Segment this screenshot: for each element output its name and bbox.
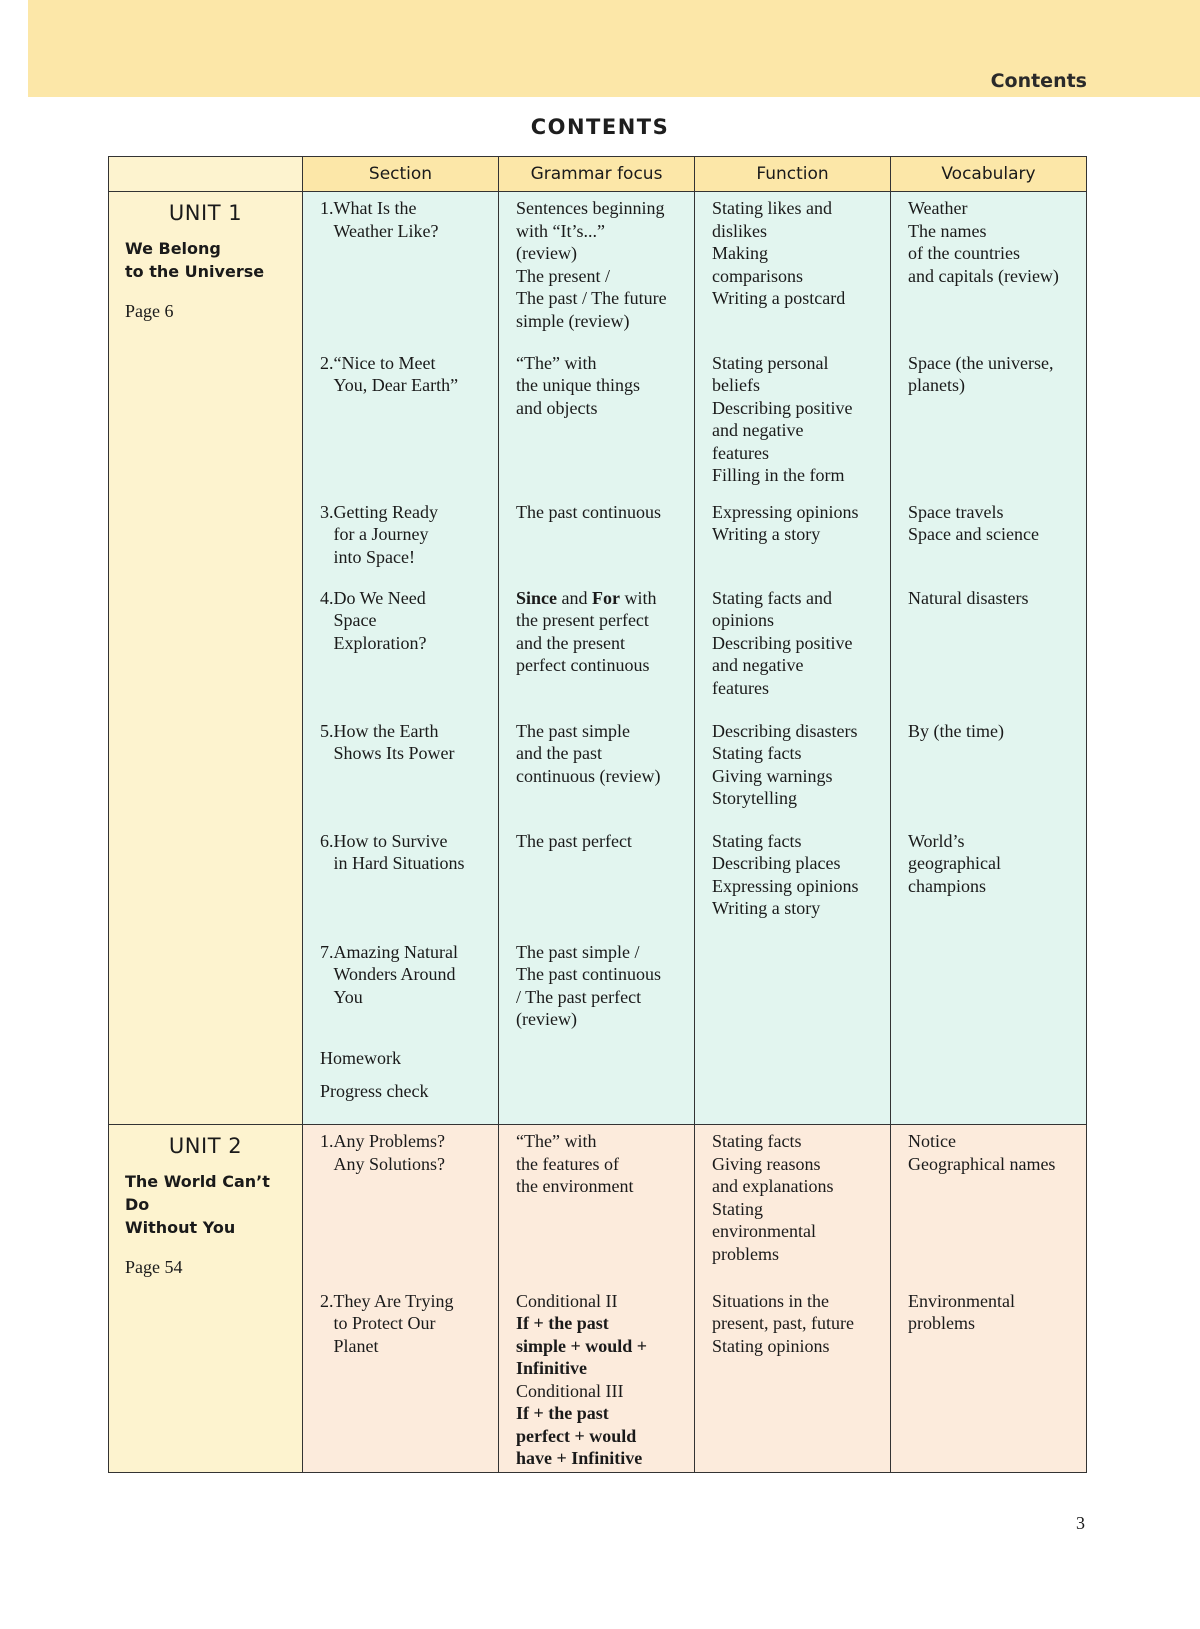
function-text: Stating likes and dislikes Making comparisons Writing a postcard	[712, 198, 846, 308]
grammar-text	[499, 582, 694, 677]
header-function: Function	[695, 157, 891, 192]
section-title: What Is the Weather Like?	[333, 198, 439, 241]
unit-title: UNIT 2	[168, 1134, 243, 1158]
progress-check-label: Progress check	[320, 1081, 429, 1101]
unit-subtitle: We Belong to the Universe	[125, 239, 265, 281]
table-row	[109, 1125, 1087, 1285]
section-title: They Are Trying to Protect Our Planet	[333, 1290, 454, 1356]
grammar-cell	[499, 1125, 695, 1285]
section-title: Do We Need Space Exploration?	[333, 587, 427, 653]
vocabulary-cell	[891, 825, 1087, 936]
section-cell	[303, 825, 499, 936]
grammar-bold: For	[592, 587, 620, 608]
function-cell	[695, 1125, 891, 1285]
unit-title: UNIT 1	[168, 201, 243, 225]
function-cell	[695, 496, 891, 582]
section-title: “Nice to Meet You, Dear Earth”	[333, 352, 459, 395]
vocabulary-text: Space (the universe, planets)	[908, 352, 1054, 395]
section-number: 5.	[320, 720, 334, 741]
vocabulary-text: Natural disasters	[908, 587, 1029, 608]
header-row	[109, 157, 1087, 192]
section-title: Getting Ready for a Journey into Space!	[333, 501, 438, 567]
grammar-text: The past simple / The past continuous / The past perfect (review)	[516, 941, 661, 1029]
header-corner	[109, 157, 303, 192]
contents-table	[108, 156, 1087, 1473]
table-row	[109, 192, 1087, 347]
grammar-conditional-iii-rule: If + the past perfect + would have + Infinitive	[516, 1403, 643, 1468]
function-text: Stating facts Giving reasons and explanations Stating environmental problems	[712, 1131, 834, 1264]
grammar-cell	[499, 1047, 695, 1125]
function-text: Describing disasters Stating facts Giving warnings Storytelling	[712, 720, 858, 808]
function-text: Situations in the present, past, future Stating opinions	[712, 1290, 854, 1356]
grammar-cell	[499, 715, 695, 825]
section-cell	[303, 1285, 499, 1473]
grammar-text: “The” with the features of the environment	[516, 1131, 634, 1196]
grammar-conditional-ii-rule: If + the past simple + would + Infinitive	[516, 1313, 648, 1378]
section-cell	[303, 347, 499, 496]
unit-1-cell	[109, 192, 303, 1125]
vocabulary-text: Space travels Space and science	[908, 501, 1039, 544]
function-cell	[695, 582, 891, 715]
vocabulary-cell	[891, 192, 1087, 347]
grammar-text: Sentences beginning with “It’s...” (review) The present / The past / The future simple (review)	[516, 198, 667, 331]
function-cell	[695, 936, 891, 1047]
vocabulary-text: Notice Geographical names	[908, 1131, 1056, 1174]
grammar-text: The past perfect	[516, 830, 632, 851]
grammar-cell	[499, 347, 695, 496]
function-text: Stating personal beliefs Describing positive and negative features Filling in the form	[712, 352, 853, 485]
vocabulary-cell	[891, 1125, 1087, 1285]
section-cell	[303, 192, 499, 347]
grammar-text: The past continuous	[516, 501, 661, 522]
grammar-cell	[499, 1285, 695, 1473]
page-title: CONTENTS	[530, 115, 670, 139]
vocabulary-cell	[891, 936, 1087, 1047]
grammar-conditional-ii: Conditional II	[516, 1290, 618, 1311]
section-number: 2.	[320, 1290, 334, 1311]
header-grammar: Grammar focus	[499, 157, 695, 192]
grammar-cell	[499, 825, 695, 936]
section-number: 7.	[320, 941, 334, 962]
header-vocabulary: Vocabulary	[891, 157, 1087, 192]
section-cell	[303, 715, 499, 825]
grammar-text: with the present perfect and the present perfect continuous	[516, 587, 657, 675]
section-title: Any Problems? Any Solutions?	[333, 1131, 446, 1174]
function-cell	[695, 825, 891, 936]
section-title: How the Earth Shows Its Power	[333, 720, 455, 763]
section-cell	[303, 1047, 499, 1125]
unit-page: Page 6	[125, 301, 174, 321]
function-cell	[695, 192, 891, 347]
section-number: 3.	[320, 501, 334, 522]
function-cell	[695, 1285, 891, 1473]
section-number: 4.	[320, 587, 334, 608]
section-title: How to Survive in Hard Situations	[333, 830, 465, 873]
running-head: Contents	[990, 70, 1087, 92]
vocabulary-cell	[891, 347, 1087, 496]
unit-page: Page 54	[125, 1257, 183, 1277]
grammar-bold: Since	[516, 587, 558, 608]
page-number: 3	[1076, 1513, 1085, 1533]
grammar-text: “The” with the unique things and objects	[516, 352, 640, 418]
unit-subtitle: The World Can’t Do Without You	[125, 1172, 270, 1237]
vocabulary-text: World’s geographical champions	[908, 830, 1001, 896]
grammar-text: The past simple and the past continuous (review)	[516, 720, 661, 786]
vocabulary-cell	[891, 1047, 1087, 1125]
unit-2-cell	[109, 1125, 303, 1473]
grammar-cell	[499, 936, 695, 1047]
vocabulary-text	[891, 936, 1086, 941]
function-text: Stating facts Describing places Expressing opinions Writing a story	[712, 830, 859, 918]
function-cell	[695, 1047, 891, 1125]
section-number: 1.	[320, 198, 334, 218]
section-title: Amazing Natural Wonders Around You	[333, 941, 458, 1007]
homework-label: Homework	[320, 1047, 401, 1068]
grammar-text	[499, 1285, 694, 1470]
vocabulary-text: Weather The names of the countries and capitals (review)	[908, 198, 1059, 286]
section-cell	[303, 582, 499, 715]
function-cell	[695, 347, 891, 496]
vocabulary-text: By (the time)	[908, 720, 1004, 741]
header-section: Section	[303, 157, 499, 192]
unit-2-group	[109, 1125, 1087, 1473]
vocabulary-text: Environmental problems	[908, 1290, 1015, 1333]
vocabulary-cell	[891, 582, 1087, 715]
section-number: 1.	[320, 1131, 334, 1151]
section-cell	[303, 936, 499, 1047]
grammar-cell	[499, 496, 695, 582]
vocabulary-cell	[891, 496, 1087, 582]
grammar-cell	[499, 192, 695, 347]
unit-1-group	[109, 192, 1087, 1125]
function-text	[695, 936, 890, 941]
section-number: 2.	[320, 352, 334, 373]
section-cell	[303, 496, 499, 582]
function-text: Expressing opinions Writing a story	[712, 501, 859, 544]
vocabulary-cell	[891, 715, 1087, 825]
vocabulary-cell	[891, 1285, 1087, 1473]
function-cell	[695, 715, 891, 825]
section-number: 6.	[320, 830, 334, 851]
function-text: Stating facts and opinions Describing positive and negative features	[712, 587, 853, 698]
grammar-text: and	[557, 587, 593, 608]
grammar-cell	[499, 582, 695, 715]
grammar-conditional-iii: Conditional III	[516, 1380, 624, 1401]
section-cell	[303, 1125, 499, 1285]
